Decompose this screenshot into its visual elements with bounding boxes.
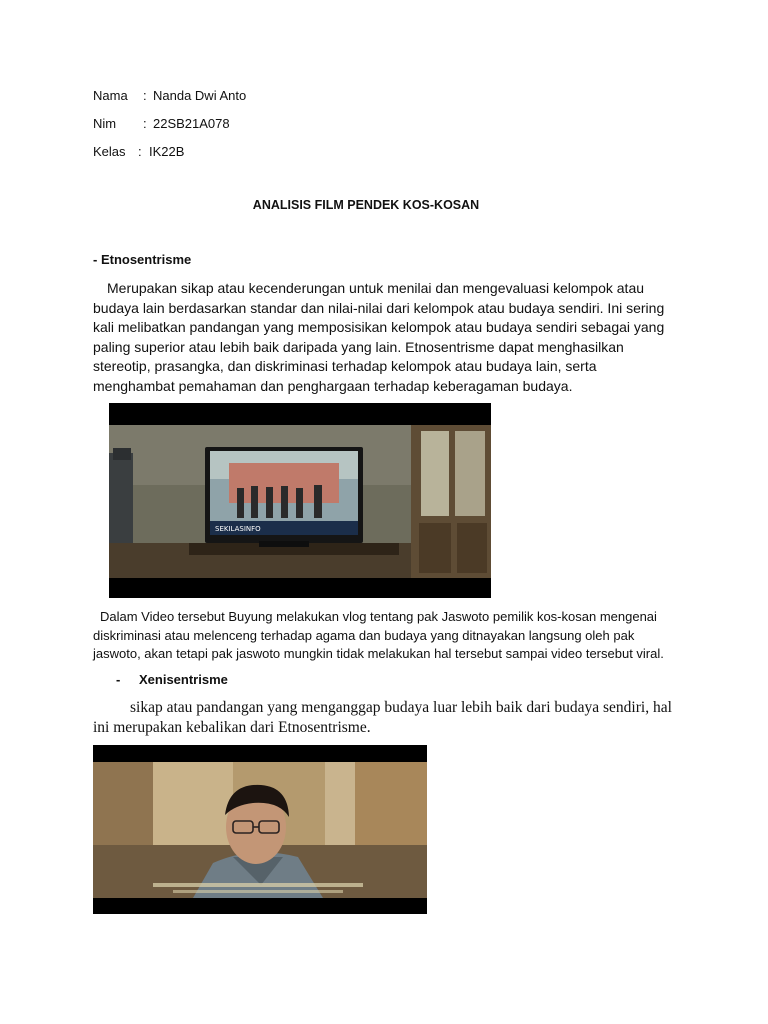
nama-label: Nama — [93, 88, 128, 103]
nim-colon: : — [143, 116, 147, 131]
caption-line: Dalam Video tersebut Buyung melakukan vlog tentang pak Jaswoto pemilik kos-kosan mengenai — [100, 609, 657, 624]
tv-caption-text: SEKILASINFO — [215, 525, 261, 533]
portrait-scene-illustration — [93, 745, 427, 914]
nim-row — [93, 116, 393, 134]
caption-line: jaswoto, akan tetapi pak jaswoto mungkin tidak melakukan hal tersebut sampai video tersebut viral. — [93, 646, 664, 661]
paragraph-line: Merupakan sikap atau kecenderungan untuk menilai dan mengevaluasi kelompok atau — [107, 280, 645, 296]
document-title: ANALISIS FILM PENDEK KOS-KOSAN — [252, 198, 480, 212]
paragraph-line: sikap atau pandangan yang menganggap budaya luar lebih baik dari budaya sendiri, hal — [130, 699, 672, 716]
kelas-colon: : — [138, 144, 142, 159]
paragraph-line: menghambat pemahaman dan penghargaan terhadap keberagaman budaya. — [93, 377, 573, 394]
xenisentrisme-heading-text: Xenisentrisme — [139, 672, 228, 687]
nama-value: Nanda Dwi Anto — [153, 88, 247, 103]
nama-row — [93, 88, 393, 106]
kelas-row — [93, 144, 393, 162]
nim-value: 22SB21A078 — [153, 116, 230, 131]
xenisentrisme-paragraph — [93, 698, 693, 738]
nama-colon: : — [143, 88, 147, 103]
student-info — [93, 88, 393, 168]
section-heading-xenisentrisme — [116, 672, 316, 690]
film-still-man-portrait — [93, 745, 427, 914]
paragraph-line: paling superior atau lebih baik daripada yang lain. Etnosentrisme dapat menghasilkan — [93, 338, 624, 355]
kelas-value: IK22B — [149, 144, 185, 159]
kelas-label: Kelas — [93, 144, 126, 159]
nim-label: Nim — [93, 116, 117, 131]
tv-scene-illustration — [109, 403, 491, 598]
etnosentrisme-paragraph — [93, 279, 693, 396]
section-heading-etnosentrisme: - Etnosentrisme — [93, 252, 192, 267]
paragraph-line: ini merupakan kebalikan dari Etnosentrisme. — [93, 719, 371, 736]
bullet-dash: - — [116, 672, 121, 687]
paragraph-line: stereotip, prasangka, dan diskriminasi terhadap kelompok atau budaya lain, serta — [93, 358, 597, 374]
film-still-tv-scene — [109, 403, 491, 598]
caption-line: diskriminasi atau melenceng terhadap agama dan budaya yang ditnayakan langsung oleh pak — [93, 627, 635, 643]
video-caption — [93, 608, 693, 664]
paragraph-line: budaya lain berdasarkan standar dan nilai-nilai dari kelompok atau budaya sendiri. Ini sering — [93, 299, 665, 316]
paragraph-line: kali melibatkan pandangan yang memposisikan kelompok atau budaya sendiri sebagai yang — [93, 319, 665, 335]
